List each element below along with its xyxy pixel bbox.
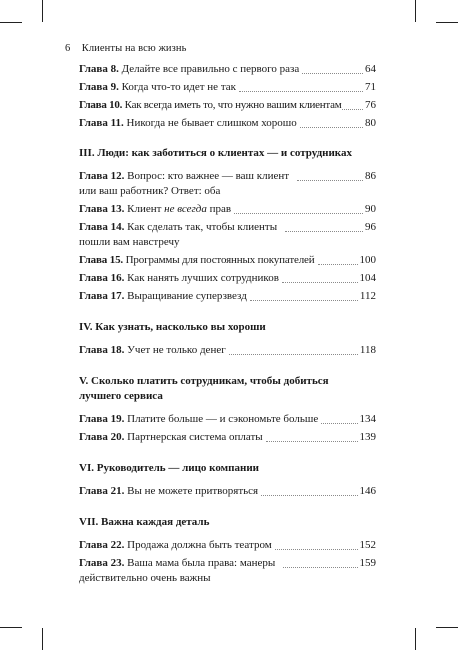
toc-entry-ch11[interactable]: [79, 116, 376, 131]
running-header: [65, 43, 187, 54]
toc-entry-ch22[interactable]: [79, 538, 376, 553]
page-ref: 96: [365, 221, 376, 233]
page-ref: 112: [359, 290, 376, 302]
chapter-label: Глава 17.: [79, 290, 125, 302]
toc-entry-ch12[interactable]: [79, 169, 376, 199]
chapter-title-a: Клиент: [127, 203, 165, 215]
chapter-label: Глава 20.: [79, 431, 125, 443]
toc-entry-ch9[interactable]: [79, 80, 376, 95]
chapter-title: Вы не можете притворяться: [127, 485, 259, 497]
section-heading-4: IV. Как узнать, насколько вы хороши: [79, 321, 266, 333]
chapter-label: Глава 10.: [79, 99, 123, 111]
chapter-title: Как нанять лучших сотрудников: [127, 272, 279, 284]
crop-mark-top-right-h: [436, 22, 458, 23]
page-number: 6: [65, 43, 71, 54]
section-heading-7: VII. Важна каждая деталь: [79, 516, 210, 528]
toc-entry-ch17[interactable]: [79, 289, 376, 304]
chapter-label: Глава 8.: [79, 63, 119, 75]
dot-leader: [282, 282, 358, 283]
page-ref: 76: [365, 99, 376, 111]
chapter-label: Глава 23.: [79, 557, 125, 569]
dot-leader: [250, 300, 358, 301]
dot-leader: [229, 354, 358, 355]
page-ref: 71: [365, 81, 376, 93]
page-ref: 100: [359, 254, 376, 266]
page-ref: 80: [365, 117, 376, 129]
page-ref: 104: [359, 272, 376, 284]
chapter-label: Глава 18.: [79, 344, 125, 356]
toc-entry-ch19[interactable]: [79, 412, 376, 427]
chapter-title: Когда что-то идет не так: [121, 81, 236, 93]
chapter-label: Глава 13.: [79, 203, 125, 215]
crop-mark-bottom-left-h: [0, 627, 22, 628]
section-heading-3: III. Люди: как заботиться о клиентах — и сотрудниках: [79, 147, 352, 159]
page-ref: 86: [365, 170, 376, 182]
chapter-label: Глава 11.: [79, 117, 124, 129]
dot-leader: [283, 567, 357, 568]
toc-entry-ch10[interactable]: [79, 98, 376, 113]
page-ref: 90: [365, 203, 376, 215]
toc-entry-ch18[interactable]: [79, 343, 376, 358]
dot-leader: [261, 495, 357, 496]
chapter-label: Глава 9.: [79, 81, 119, 93]
chapter-title: Делайте все правильно с первого раза: [121, 63, 300, 75]
crop-mark-bottom-left: [42, 628, 43, 650]
chapter-title-b: прав: [206, 203, 232, 215]
chapter-title: Продажа должна быть театром: [127, 539, 272, 551]
page-ref: 118: [359, 344, 376, 356]
chapter-title-line2: действительно очень важны: [79, 572, 211, 584]
page-ref: 139: [359, 431, 376, 443]
chapter-title: Как всегда иметь то, что нужно вашим клиентам: [124, 99, 342, 111]
chapter-title: Никогда не бывает слишком хорошо: [126, 117, 297, 129]
toc-entry-ch15[interactable]: [79, 253, 376, 268]
chapter-label: Глава 15.: [79, 254, 124, 266]
chapter-label: Глава 21.: [79, 485, 125, 497]
page-ref: 64: [365, 63, 376, 75]
toc-entry-ch21[interactable]: [79, 484, 376, 499]
crop-mark-top-left: [42, 0, 43, 22]
page-ref: 146: [359, 485, 376, 497]
chapter-title-line1: Вопрос: кто важнее — ваш клиент: [127, 170, 290, 182]
dot-leader: [239, 91, 363, 92]
chapter-title: Программы для постоянных покупателей: [125, 254, 315, 266]
dot-leader: [275, 549, 358, 550]
toc-entry-ch14[interactable]: [79, 220, 376, 250]
chapter-title-line2: или ваш работник? Ответ: оба: [79, 185, 221, 197]
toc-entry-ch13[interactable]: [79, 202, 376, 217]
chapter-title: Учет не только денег: [127, 344, 226, 356]
chapter-title: Выращивание суперзвезд: [127, 290, 247, 302]
page-ref: 159: [359, 557, 376, 569]
dot-leader: [297, 180, 363, 181]
running-title: Клиенты на всю жизнь: [81, 43, 187, 54]
chapter-title-line2: пошли вам навстречу: [79, 236, 180, 248]
dot-leader: [234, 213, 363, 214]
chapter-title: Платите больше — и сэкономьте больше: [127, 413, 319, 425]
dot-leader: [266, 441, 358, 442]
toc-entry-ch23[interactable]: [79, 556, 376, 586]
crop-mark-top-left-h: [0, 22, 22, 23]
toc-entry-ch20[interactable]: [79, 430, 376, 445]
toc-entry-ch16[interactable]: [79, 271, 376, 286]
section-heading-6: VI. Руководитель — лицо компании: [79, 462, 260, 474]
chapter-title-emphasis: не всегда: [164, 203, 207, 215]
dot-leader: [342, 109, 363, 110]
section-heading-5-line2: лучшего сервиса: [79, 390, 163, 402]
crop-mark-top-right: [415, 0, 416, 22]
dot-leader: [318, 264, 358, 265]
chapter-label: Глава 22.: [79, 539, 125, 551]
chapter-title: Партнерская система оплаты: [127, 431, 263, 443]
chapter-label: Глава 19.: [79, 413, 125, 425]
page-ref: 134: [359, 413, 376, 425]
chapter-title-line1: Ваша мама была права: манеры: [127, 557, 276, 569]
crop-mark-bottom-right-h: [436, 627, 458, 628]
dot-leader: [302, 73, 363, 74]
toc-entry-ch8[interactable]: [79, 62, 376, 77]
chapter-label: Глава 12.: [79, 170, 125, 182]
chapter-label: Глава 16.: [79, 272, 125, 284]
section-heading-5: [79, 374, 376, 404]
chapter-label: Глава 14.: [79, 221, 125, 233]
dot-leader: [321, 423, 357, 424]
dot-leader: [300, 127, 363, 128]
page-ref: 152: [359, 539, 376, 551]
chapter-title-line1: Как сделать так, чтобы клиенты: [127, 221, 278, 233]
crop-mark-bottom-right: [415, 628, 416, 650]
section-heading-5-line1: V. Сколько платить сотрудникам, чтобы добиться: [79, 375, 329, 387]
table-of-contents: [79, 62, 376, 589]
dot-leader: [285, 231, 363, 232]
